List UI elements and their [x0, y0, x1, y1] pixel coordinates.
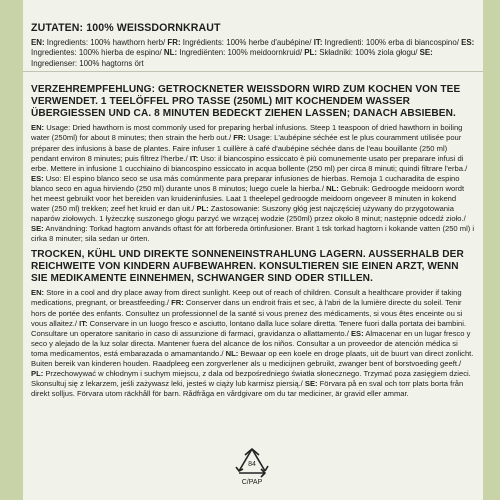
ingredients-translations: EN: Ingredients: 100% hawthorn herb/ FR: Ingrédients: 100% herbe d'aubépine/ IT: Ingredienti: 100% erba di biancospino/ ES: Ingredientes: 100% hierba de espino/ NL: Ingrediënten: 100% meidoornkruid/ PL: Składniki: 100% ziola głogu/ SE: Ingredienser: 100% hagtorns ört [31, 37, 475, 68]
storage-translations: EN: Store in a cool and dry place away from direct sunlight. Keep out of reach of children. Consult a healthcare provider if taking medications, pregnant, or breastfeeding./ FR: Conserver dans un endroit frais et sec, à l'abri de la lumière directe du soleil. Tenir hors de portée des enfants. Consultez un professionnel de la santé si vous prenez des médicaments, si vous êtes enceinte ou si vous allaitez./ IT: Conservare in un luogo fresco e asciutto, lontano dalla luce solare diretta. Tenere fuori dalla portata dei bambini. Consultare un operatore sanitario in caso di assunzione di farmaci, gravidanza o allattamento./ ES: Almacenar en un lugar fresco y seco y alejado de la luz solar directa. Mantener fuera del alcance de los niños. Consultar a un proveedor de atención médica si toma medicamentos, está embarazada o amamantando./ NL: Bewaar op een koele en droge plaats, uit de buurt van direct zonlicht. Buiten bereik van kinderen houden. Raadpleeg een zorgverlener als u medicijnen gebruikt, zwanger bent of borstvoeding geeft./ PL: Przechowywać w chłodnym i suchym miejscu, z dala od bezpośredniego światła słonecznego. Trzymać poza zasięgiem dzieci. Skonsultuj się z lekarzem, jeśli zażywasz leki, jesteś w ciąży lub karmisz piersią./ SE: Förvara på en sval och torr plats borta från direkt solljus. Förvara utom räckhåll för barn. Rådfråga en vårdgivare om du tar mediciner, är gravid eller ammar. [31, 288, 474, 399]
usage-section [31, 84, 475, 244]
ingredients-heading: ZUTATEN: 100% WEISSDORNKRAUT [31, 22, 221, 34]
product-label [23, 0, 483, 500]
recycling-material-code: C/PAP [241, 479, 263, 486]
storage-section [31, 249, 475, 399]
recycling-triangle-icon [228, 447, 276, 495]
storage-heading: TROCKEN, KÜHL UND DIREKTE SONNENEINSTRAHLUNG LAGERN. AUSSERHALB DER REICHWEITE VON KINDERN AUFBEWAHREN. KONSULTIEREN SIE EINEN ARZT, WENN SIE MEDIKAMENTE EINNEHMEN, SCHWANGER SIND ODER STILLEN. [31, 249, 464, 285]
section-divider [23, 71, 483, 72]
usage-heading: VERZEHREMPFEHLUNG: GETROCKNETER WEISSDORN WIRD ZUM KOCHEN VON TEE VERWENDET. 1 TEELÖFFEL PRO TASSE (250ML) MIT KOCHENDEM WASSER ÜBERGIESSEN UND CA. 8 MINUTEN BEDECKT ZIEHEN LASSEN; DANACH ABSIEBEN. [31, 84, 461, 120]
ingredients-section [31, 22, 475, 69]
usage-translations: EN: Usage: Dried hawthorn is most commonly used for preparing herbal infusions. Steep 1 teaspoon of dried hawthorn in boiling water (250ml) for about 8 minutes; then strain the herb out./ FR: Usage: L'aubépine séchée est le plus couramment utilisée pour préparer des infusions à base de plantes. Faire infuser 1 cuillère à café d'aubépine séchée dans de l'eau bouillante (250 ml) pendant environ 8 minutes; puis filtrez l'herbe./ IT: Uso: il biancospino essiccato è più comunemente usato per preparare infusi di erbe. Mettere in infusione 1 cucchiaino di biancospino essiccato in acqua bollente (250 ml) per circa 8 minuti; quindi filtrare l'erba./ ES: Uso: El espino blanco seco se usa más comúnmente para preparar infusiones de hierbas. Remoja 1 cucharadita de espino blanco seco en agua hirviendo (250 ml) durante unos 8 minutos; luego cuele la hierba./ NL: Gebruik: Gedroogde meidoorn wordt het meest gebruikt voor het bereiden van kruideninfusies. Laat 1 theelepel gedroogde meidoorn ongeveer 8 minuten in kokend water (250 ml) trekken; zeef het kruid er dan uit./ PL: Zastosowanie: Suszony głóg jest najczęściej używany do przygotowania naparów ziołowych. 1 łyżeczkę suszonego głogu parzyć we wrzącej wodzie (250ml) przez około 8 minut; następnie odcedź zioło./ SE: Användning: Torkad hagtorn används oftast för att förbereda örtinfusioner. Brant 1 tsk torkad hagtorn i kokande vatten (250 ml) i cirka 8 minuter; sila sedan ur örten. [31, 123, 475, 244]
recycling-number: 84 [248, 461, 256, 468]
